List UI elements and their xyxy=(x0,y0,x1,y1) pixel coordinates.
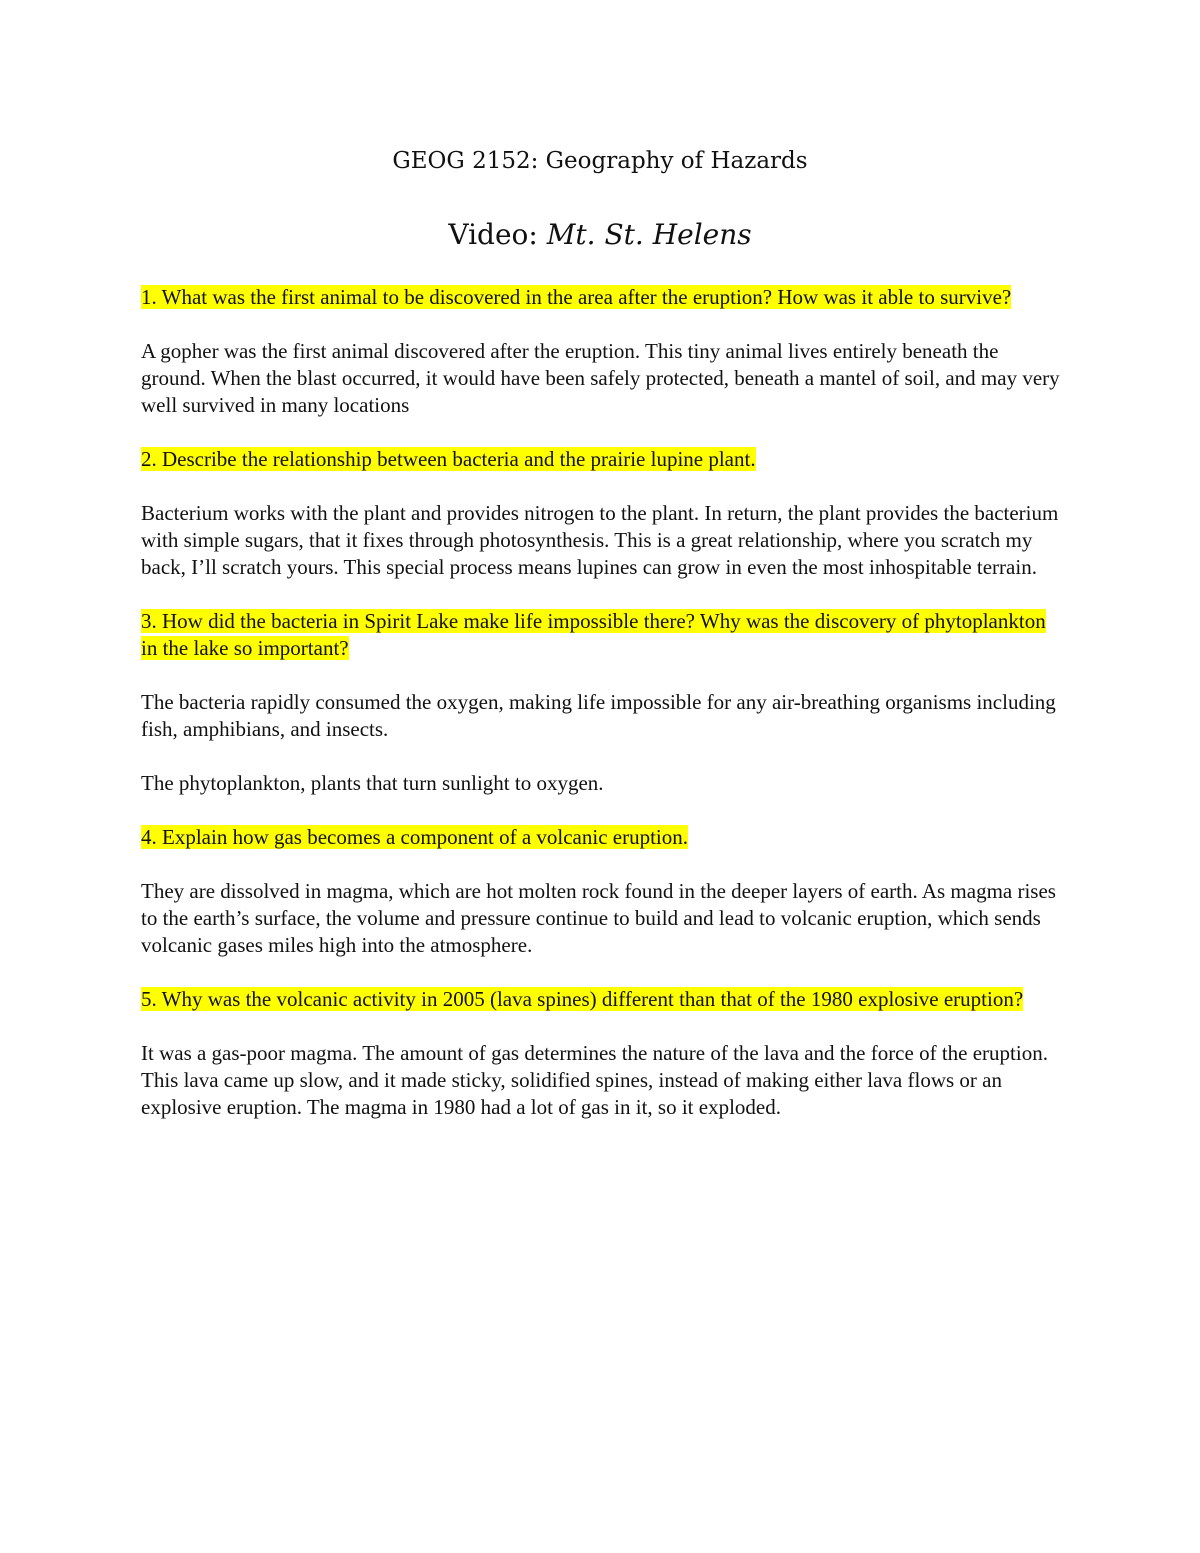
question-text xyxy=(141,446,1061,473)
qa-item xyxy=(141,284,1061,419)
question-text xyxy=(141,284,1061,311)
video-title-name: Mt. St. Helens xyxy=(546,218,752,251)
question-highlight: 3. How did the bacteria in Spirit Lake make life impossible there? Why was the discovery of phytoplankton in the lake so important? xyxy=(141,609,1046,660)
video-title-prefix: Video: xyxy=(448,218,547,251)
question-highlight: 1. What was the first animal to be discovered in the area after the eruption? How was it able to survive? xyxy=(141,285,1012,309)
question-text xyxy=(141,986,1061,1013)
answer-text: The phytoplankton, plants that turn sunlight to oxygen. xyxy=(141,771,604,795)
qa-item xyxy=(141,986,1061,1121)
answer-text: It was a gas-poor magma. The amount of gas determines the nature of the lava and the force of the eruption. This lava came up slow, and it made sticky, solidified spines, instead of making either lava flows or an explosive eruption. The magma in 1980 had a lot of gas in it, so it exploded. xyxy=(141,1041,1048,1119)
answer-text: The bacteria rapidly consumed the oxygen, making life impossible for any air-breathing organisms including fish, amphibians, and insects. xyxy=(141,690,1056,741)
qa-item xyxy=(141,824,1061,959)
qa-content xyxy=(141,284,1061,1121)
video-title xyxy=(0,216,1200,254)
course-title: GEOG 2152: Geography of Hazards xyxy=(392,148,808,174)
answer-text: Bacterium works with the plant and provides nitrogen to the plant. In return, the plant provides the bacterium with simple sugars, that it fixes through photosynthesis. This is a great relationship, where you scratch my back, I’ll scratch yours. This special process means lupines can grow in even the most inhospitable terrain. xyxy=(141,501,1059,579)
qa-item xyxy=(141,446,1061,581)
question-highlight: 2. Describe the relationship between bacteria and the prairie lupine plant. xyxy=(141,447,756,471)
question-text xyxy=(141,824,1061,851)
qa-item xyxy=(141,608,1061,797)
answer-text: They are dissolved in magma, which are hot molten rock found in the deeper layers of earth. As magma rises to the earth’s surface, the volume and pressure continue to build and lead to volcanic eruption, which sends volcanic gases miles high into the atmosphere. xyxy=(141,879,1056,957)
answer-text: A gopher was the first animal discovered after the eruption. This tiny animal lives entirely beneath the ground. When the blast occurred, it would have been safely protected, beneath a mantel of soil, and may very well survived in many locations xyxy=(141,339,1060,417)
question-highlight: 4. Explain how gas becomes a component of a volcanic eruption. xyxy=(141,825,689,849)
question-text xyxy=(141,608,1061,662)
question-highlight: 5. Why was the volcanic activity in 2005 (lava spines) different than that of the 1980 explosive eruption? xyxy=(141,987,1024,1011)
